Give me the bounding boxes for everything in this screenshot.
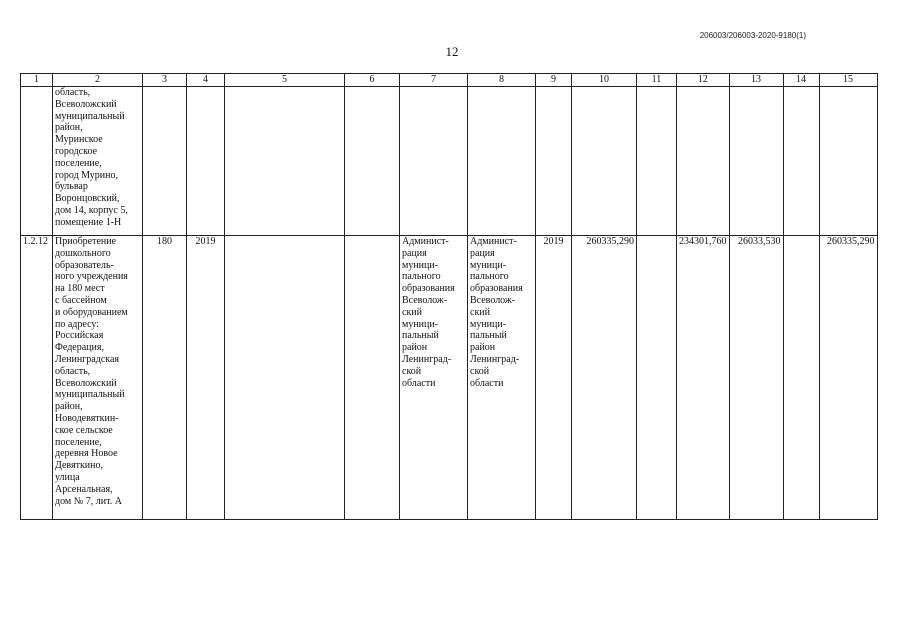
column-number-row (21, 74, 878, 87)
page-number: 12 (445, 44, 459, 59)
cell-text-line: Муринское (55, 134, 103, 146)
description-cell (53, 236, 143, 520)
table-cell (677, 87, 730, 236)
column-header: 6 (345, 74, 400, 87)
cell-text-line: и оборудованием (55, 306, 128, 318)
column-header: 13 (729, 74, 783, 87)
cell-text-line: район, (55, 122, 83, 134)
cell-text-line: ской (470, 365, 490, 377)
table-cell (729, 87, 783, 236)
cell-text-line: бульвар (55, 181, 88, 193)
cell-text-line: Приобретение (55, 236, 117, 247)
cell-text-line: Девяткино, (55, 460, 104, 472)
cell-text-line: рация (402, 247, 427, 259)
year-cell: 2019 (187, 236, 225, 520)
cell-text-line: рация (470, 247, 495, 259)
cell-text-line: поселение, (55, 436, 102, 448)
cell-text-line: деревня Новое (55, 448, 118, 460)
cell-text-line: муниципальный (55, 389, 125, 401)
regional-amount-cell: 26033,530 (729, 236, 783, 520)
cell-text-line: Всеволож- (470, 294, 516, 306)
item-number-cell: 1.2.12 (21, 236, 53, 520)
developer-cell (468, 236, 536, 520)
cell-text-line: Админист- (402, 236, 449, 247)
cell-text-line: области (402, 377, 436, 389)
table-cell (400, 87, 468, 236)
customer-cell (400, 236, 468, 520)
cell-text-line: город Мурино, (55, 169, 118, 181)
capacity-cell: 180 (143, 236, 187, 520)
table-cell (468, 87, 536, 236)
cell-text-line: муници- (470, 318, 507, 330)
table-cell (21, 87, 53, 236)
column-header: 4 (187, 74, 225, 87)
cell-text-line: ской (402, 365, 422, 377)
cell-text-line: городское (55, 145, 98, 157)
cell-text-line: пального (470, 271, 509, 283)
cell-text-line: Федерация, (55, 342, 104, 354)
cell-text-line: Ленинград- (402, 353, 452, 365)
cell-text-line: Российская (55, 330, 104, 342)
cell-text-line: на 180 мест (55, 283, 105, 295)
cell-text-line: Всеволожский (55, 98, 117, 110)
cell-text-line: по адресу: (55, 318, 100, 330)
cell-text-line: ский (402, 306, 422, 318)
cell-text-line: Новодевяткин- (55, 412, 119, 424)
cell-text-line: дом 14, корпус 5, (55, 204, 128, 216)
column-header: 7 (400, 74, 468, 87)
table-cell (225, 236, 345, 520)
cell-text-line: Всеволож- (402, 294, 448, 306)
table-cell (536, 87, 572, 236)
table-cell (819, 87, 877, 236)
table-cell (572, 87, 637, 236)
cell-text-line: ного учреждения (55, 271, 128, 283)
cell-text-line: муниципальный (55, 110, 125, 122)
cell-text-line: Ленинград- (470, 353, 520, 365)
cell-text-line: муници- (470, 259, 507, 271)
table-cell (225, 87, 345, 236)
table-cell (783, 87, 819, 236)
cell-text-line: дошкольного (55, 247, 111, 259)
cell-text-line: образователь- (55, 259, 114, 271)
table-row-continuation (21, 87, 878, 236)
total-amount-cell: 260335,290 (572, 236, 637, 520)
cell-text-line: область, (55, 365, 91, 377)
cell-text-line: образования (402, 283, 455, 295)
column-header: 10 (572, 74, 637, 87)
cell-text-line: пальный (470, 330, 507, 342)
document-number: 206003/206003-2020-9180(1) (699, 31, 806, 40)
cell-text-line: район, (55, 401, 83, 413)
cell-text-line: область, (55, 87, 91, 98)
column-header: 12 (677, 74, 730, 87)
cell-text-line: пальный (402, 330, 439, 342)
table-cell (345, 87, 400, 236)
column-header: 9 (536, 74, 572, 87)
column-header: 2 (53, 74, 143, 87)
cell-text-line: ское сельское (55, 424, 113, 436)
cell-text-line: образования (470, 283, 523, 295)
column-header: 14 (783, 74, 819, 87)
table-cell (783, 236, 819, 520)
cell-text-line: Ленинградская (55, 353, 120, 365)
federal-amount-cell: 234301,760 (677, 236, 730, 520)
cell-text-line: район (470, 342, 496, 354)
table-cell (345, 236, 400, 520)
cell-text-line: улица (55, 471, 80, 483)
address-cell (53, 87, 143, 236)
cell-text-line: с бассейном (55, 294, 107, 306)
year-cell: 2019 (536, 236, 572, 520)
column-header: 8 (468, 74, 536, 87)
cell-text-line: ский (470, 306, 490, 318)
column-header: 5 (225, 74, 345, 87)
cell-text-line: поселение, (55, 157, 102, 169)
cell-text-line: помещение 1-Н (55, 216, 122, 228)
data-table (20, 73, 878, 520)
cell-text-line: Арсенальная, (55, 483, 113, 495)
cell-text-line: муници- (402, 259, 439, 271)
cell-text-line: пального (402, 271, 441, 283)
cell-text-line: дом № 7, лит. А (55, 495, 122, 507)
table-cell (143, 87, 187, 236)
table-cell (187, 87, 225, 236)
cell-text-line: области (470, 377, 504, 389)
column-header: 1 (21, 74, 53, 87)
table-cell (637, 236, 677, 520)
column-header: 11 (637, 74, 677, 87)
column-header: 15 (819, 74, 877, 87)
cell-text-line: муници- (402, 318, 439, 330)
cell-text-line: Админист- (470, 236, 517, 247)
table-row (21, 236, 878, 520)
cell-text-line: Всеволожский (55, 377, 117, 389)
table-cell (637, 87, 677, 236)
cell-text-line: Воронцовский, (55, 193, 120, 205)
amount-cell: 260335,290 (819, 236, 877, 520)
cell-text-line: район (402, 342, 428, 354)
column-header: 3 (143, 74, 187, 87)
